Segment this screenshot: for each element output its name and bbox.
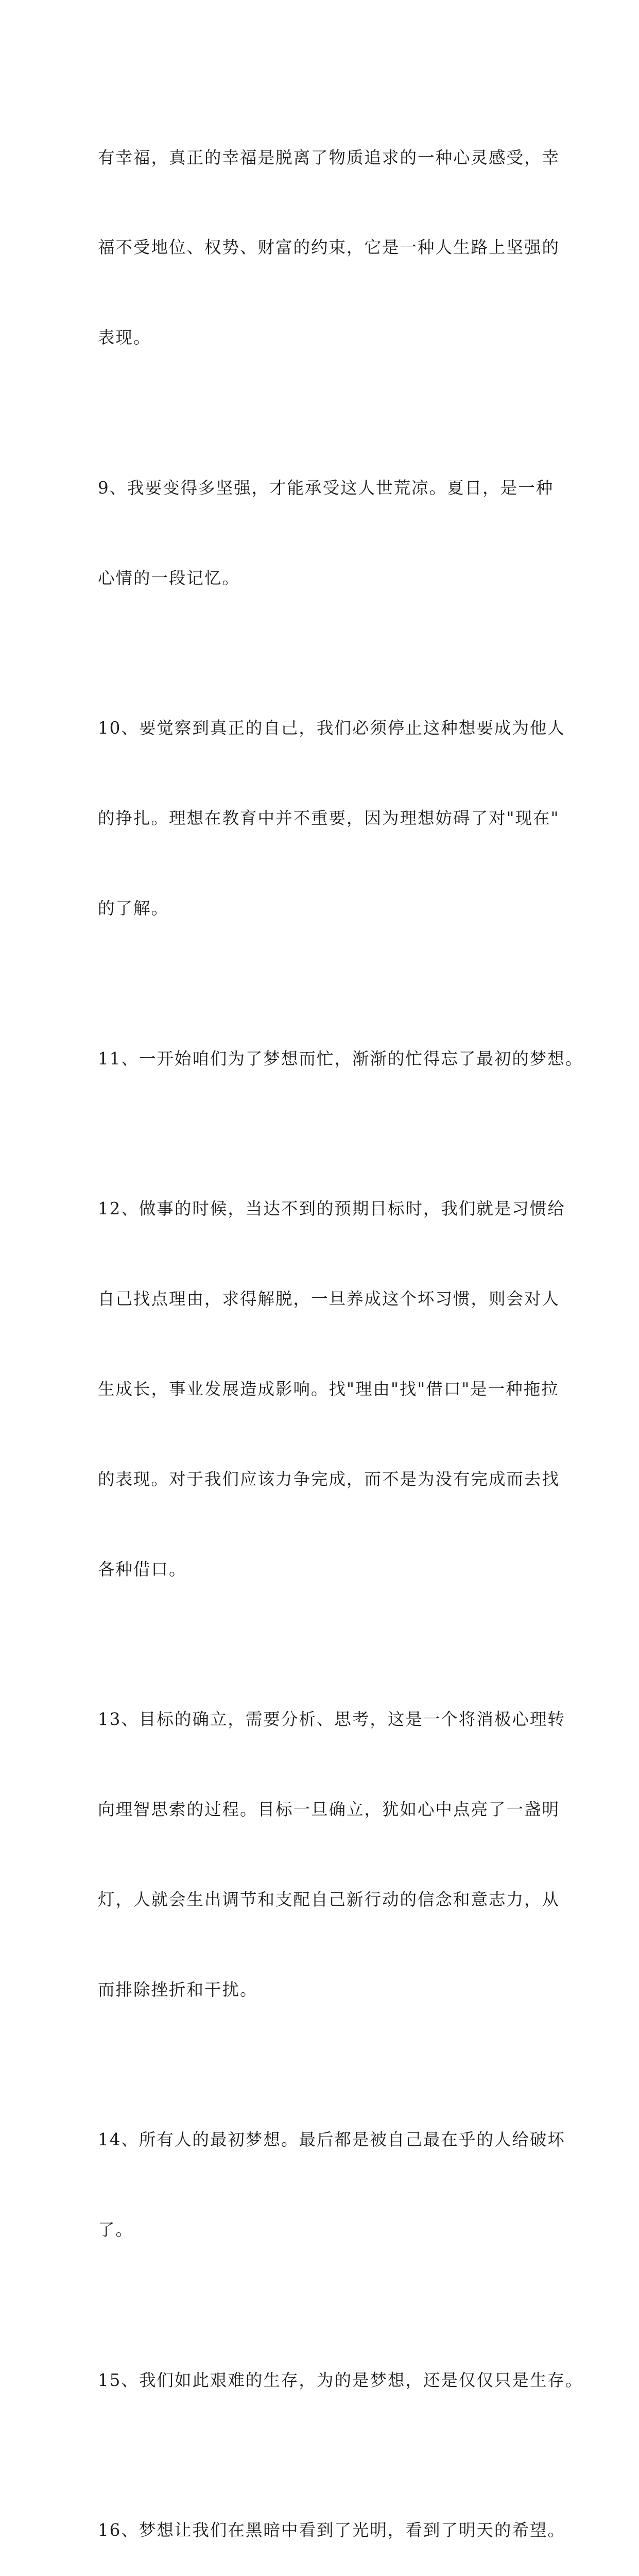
text-line: 9、我要变得多坚强，才能承受这人世荒凉。夏日，是一种 <box>98 478 554 498</box>
document-body <box>98 82 583 2576</box>
text-line: 灯，人就会生出调节和支配自己新行动的信念和意志力，从 <box>98 1889 560 1909</box>
text-line: 福不受地位、权势、财富的约束，它是一种人生路上坚强的 <box>98 238 560 258</box>
text-line: 13、目标的确立，需要分析、思考，这是一个将消极心理转 <box>98 1709 565 1730</box>
text-line: 向理智思索的过程。目标一旦确立，犹如心中点亮了一盏明 <box>98 1799 560 1819</box>
paragraph-continued <box>98 82 560 413</box>
paragraph-item-12 <box>98 1133 565 1644</box>
paragraph-item-11 <box>98 984 583 1133</box>
text-line: 而排除挫折和干扰。 <box>98 1979 258 1999</box>
text-line: 15、我们如此艰难的生存，为的是梦想，还是仅仅只是生存。 <box>98 2370 583 2390</box>
text-line: 11、一开始咱们为了梦想而忙，渐渐的忙得忘了最初的梦想。 <box>98 1048 583 1069</box>
text-line: 了。 <box>98 2220 134 2240</box>
paragraph-item-15 <box>98 2305 583 2455</box>
paragraph-item-10 <box>98 653 565 984</box>
text-line: 10、要觉察到真正的自己，我们必须停止这种想要成为他人 <box>98 718 565 738</box>
text-line: 16、梦想让我们在黑暗中看到了光明，看到了明天的希望。 <box>98 2520 565 2540</box>
text-line: 的了解。 <box>98 899 169 919</box>
paragraph-item-13 <box>98 1644 565 2064</box>
text-line: 的表现。对于我们应该力争完成，而不是为没有完成而去找 <box>98 1469 560 1489</box>
text-line: 心情的一段记忆。 <box>98 568 240 588</box>
text-line: 各种借口。 <box>98 1559 187 1579</box>
text-line: 14、所有人的最初梦想。最后都是被自己最在乎的人给破坏 <box>98 2130 565 2150</box>
text-line: 表现。 <box>98 328 151 348</box>
text-line: 12、做事的时候，当达不到的预期目标时，我们就是习惯给 <box>98 1198 565 1218</box>
text-line: 自己找点理由，求得解脱，一旦养成这个坏习惯，则会对人 <box>98 1289 560 1309</box>
paragraph-item-9 <box>98 413 554 653</box>
text-line: 有幸福，真正的幸福是脱离了物质追求的一种心灵感受，幸 <box>98 147 560 167</box>
text-line: 生成长，事业发展造成影响。找"理由"找"借口"是一种拖拉 <box>98 1379 559 1399</box>
paragraph-item-16 <box>98 2455 565 2576</box>
paragraph-item-14 <box>98 2065 565 2305</box>
text-line: 的挣扎。理想在教育中并不重要，因为理想妨碍了对"现在" <box>98 808 560 828</box>
